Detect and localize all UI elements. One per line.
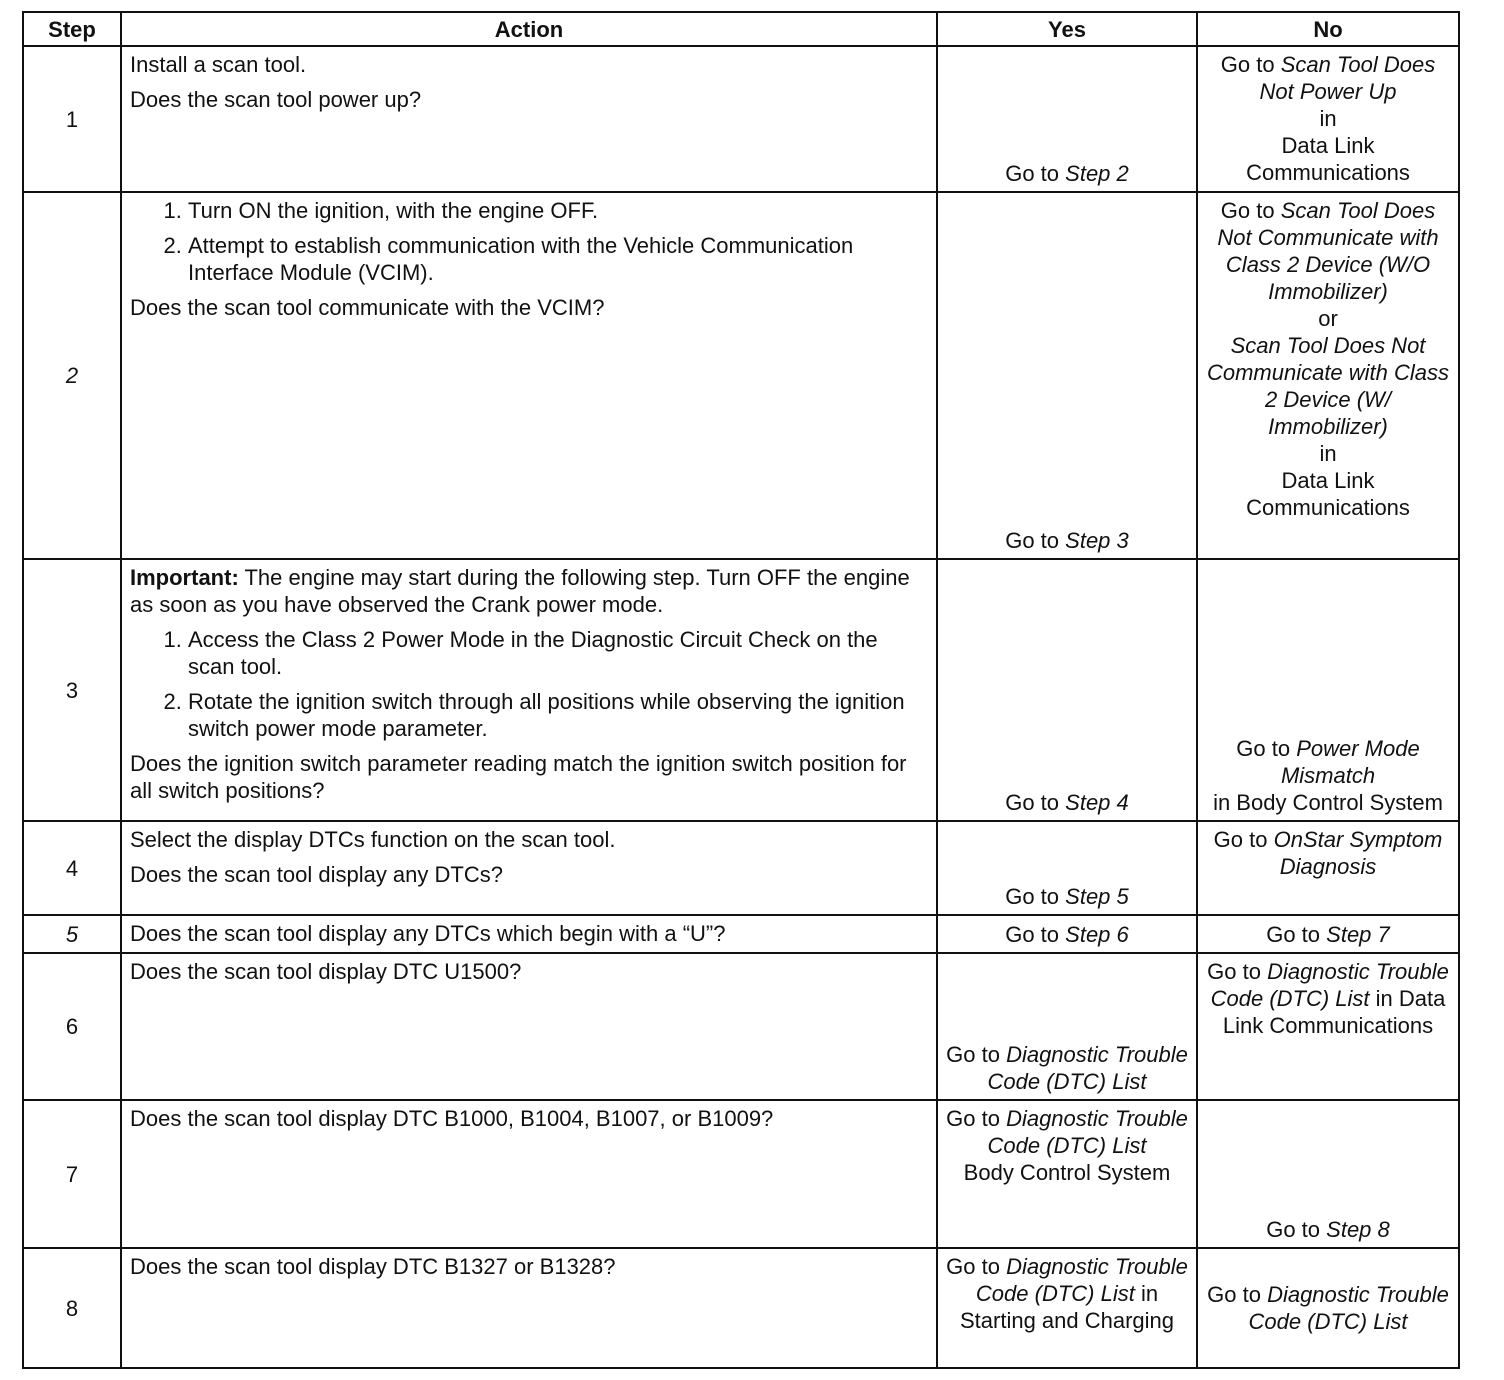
yes-link[interactable]: Step 5: [1065, 884, 1129, 909]
no-prefix: Go to: [1236, 736, 1291, 761]
action-step-item: 2. Attempt to establish communication with the Vehicle Communication Interface Module (VCIM).: [188, 232, 928, 286]
action-steps: [130, 197, 928, 286]
yes-prefix: Go to: [1005, 790, 1060, 815]
yes-link[interactable]: Step 4: [1065, 790, 1129, 815]
yes-link[interactable]: Diagnostic Trouble Code (DTC) List: [987, 1106, 1188, 1158]
no-link[interactable]: Power Mode Mismatch: [1280, 736, 1420, 788]
no-link[interactable]: Step 7: [1326, 921, 1390, 947]
yes-prefix: Go to: [1005, 161, 1060, 186]
yes-prefix: Go to: [1005, 528, 1060, 553]
action-text: Install a scan tool.: [130, 52, 307, 77]
no-cell: [1197, 559, 1459, 821]
yes-cell: [937, 915, 1197, 953]
no-prefix: Go to: [1220, 52, 1275, 77]
no-section: in Data Link Communications: [1222, 986, 1446, 1038]
no-link[interactable]: Diagnostic Trouble Code (DTC) List: [1248, 1282, 1449, 1334]
yes-cell: [937, 953, 1197, 1100]
step-number: 6: [23, 953, 121, 1100]
yes-cell: [937, 821, 1197, 915]
no-cell: [1197, 1248, 1459, 1368]
action-cell: [121, 1248, 937, 1368]
table-row: [23, 192, 1459, 559]
no-link[interactable]: Scan Tool Does Not Power Up: [1259, 52, 1436, 104]
yes-link[interactable]: Step 2: [1065, 161, 1129, 186]
no-link[interactable]: Diagnostic Trouble Code (DTC) List: [1210, 959, 1449, 1011]
action-steps: [130, 626, 928, 742]
no-in-word: in: [1319, 106, 1337, 131]
no-or-word: or: [1318, 306, 1338, 331]
no-cell: [1197, 192, 1459, 559]
step-number: 4: [23, 821, 121, 915]
no-prefix: Go to: [1207, 1282, 1261, 1307]
yes-cell: [937, 192, 1197, 559]
action-cell: [121, 46, 937, 192]
yes-cell: [937, 46, 1197, 192]
yes-link[interactable]: Diagnostic Trouble Code (DTC) List: [975, 1254, 1188, 1306]
action-step-item: 1. Access the Class 2 Power Mode in the Diagnostic Circuit Check on the scan tool.: [188, 626, 928, 680]
no-cell: [1197, 46, 1459, 192]
no-link[interactable]: OnStar Symptom Diagnosis: [1273, 827, 1443, 879]
no-prefix: Go to: [1213, 827, 1268, 852]
table-row: [23, 953, 1459, 1100]
yes-prefix: Go to: [1005, 884, 1060, 909]
action-cell: [121, 559, 937, 821]
no-section: in Body Control System: [1213, 790, 1443, 815]
no-link[interactable]: Scan Tool Does Not Communicate with Class 2 Device (W/ Immobilizer): [1206, 333, 1450, 439]
action-step-item: 1. Turn ON the ignition, with the engine OFF.: [188, 197, 928, 224]
step-number: 8: [23, 1248, 121, 1368]
action-question: Does the scan tool display DTC B1000, B1004, B1007, or B1009?: [130, 1106, 774, 1131]
table-row: [23, 46, 1459, 192]
yes-prefix: Go to: [946, 1254, 1000, 1279]
no-cell: [1197, 953, 1459, 1100]
no-section: Data Link Communications: [1246, 468, 1410, 520]
important-note: [130, 564, 928, 618]
yes-cell: [937, 1248, 1197, 1368]
yes-prefix: Go to: [1005, 921, 1060, 947]
header-step: Step: [23, 12, 121, 46]
yes-prefix: Go to: [946, 1106, 1000, 1131]
action-question: Does the scan tool display DTC B1327 or B1328?: [130, 1254, 616, 1279]
yes-cell: [937, 1100, 1197, 1248]
step-number: 7: [23, 1100, 121, 1248]
important-label: Important:: [130, 565, 239, 590]
no-in-word: in: [1319, 441, 1337, 466]
no-cell: [1197, 821, 1459, 915]
action-cell: [121, 1100, 937, 1248]
yes-section: in Starting and Charging: [959, 1281, 1175, 1333]
no-prefix: Go to: [1266, 921, 1321, 947]
action-cell: [121, 953, 937, 1100]
yes-link[interactable]: Step 6: [1065, 921, 1129, 947]
no-prefix: Go to: [1266, 1217, 1321, 1242]
action-cell: [121, 915, 937, 953]
header-yes: Yes: [937, 12, 1197, 46]
yes-section: Body Control System: [963, 1160, 1171, 1185]
no-link[interactable]: Step 8: [1326, 1217, 1390, 1242]
action-step-item: 2. Rotate the ignition switch through all positions while observing the ignition switch power mode parameter.: [188, 688, 928, 742]
yes-cell: [937, 559, 1197, 821]
yes-prefix: Go to: [946, 1042, 1000, 1067]
step-number: 5: [23, 915, 121, 953]
step-number: 2: [23, 192, 121, 559]
action-question: Does the ignition switch parameter reading match the ignition switch position for all switch positions?: [130, 751, 907, 803]
table-row: [23, 559, 1459, 821]
yes-link[interactable]: Step 3: [1065, 528, 1129, 553]
no-prefix: Go to: [1207, 959, 1261, 984]
action-question: Does the scan tool power up?: [130, 87, 422, 112]
step-number: 3: [23, 559, 121, 821]
header-no: No: [1197, 12, 1459, 46]
no-section: Data Link Communications: [1246, 133, 1410, 185]
action-text: Select the display DTCs function on the scan tool.: [130, 827, 616, 852]
table-row: [23, 821, 1459, 915]
header-row: [23, 12, 1459, 46]
header-action: Action: [121, 12, 937, 46]
step-number: 1: [23, 46, 121, 192]
diagnostic-table: [22, 11, 1460, 1369]
action-cell: [121, 821, 937, 915]
action-cell: [121, 192, 937, 559]
table-row: [23, 1100, 1459, 1248]
action-question: Does the scan tool display any DTCs?: [130, 862, 503, 887]
important-text: The engine may start during the following step. Turn OFF the engine as soon as you have observed the Crank power mode.: [130, 565, 910, 617]
no-cell: [1197, 1100, 1459, 1248]
table-row: [23, 915, 1459, 953]
yes-link[interactable]: Diagnostic Trouble Code (DTC) List: [987, 1042, 1188, 1094]
action-question: Does the scan tool communicate with the VCIM?: [130, 295, 605, 320]
action-question: Does the scan tool display any DTCs which begin with a “U”?: [130, 921, 726, 946]
no-prefix: Go to: [1220, 198, 1275, 223]
no-cell: [1197, 915, 1459, 953]
no-link[interactable]: Scan Tool Does Not Communicate with Class 2 Device (W/O Immobilizer): [1217, 198, 1439, 304]
action-question: Does the scan tool display DTC U1500?: [130, 959, 522, 984]
table-row: [23, 1248, 1459, 1368]
